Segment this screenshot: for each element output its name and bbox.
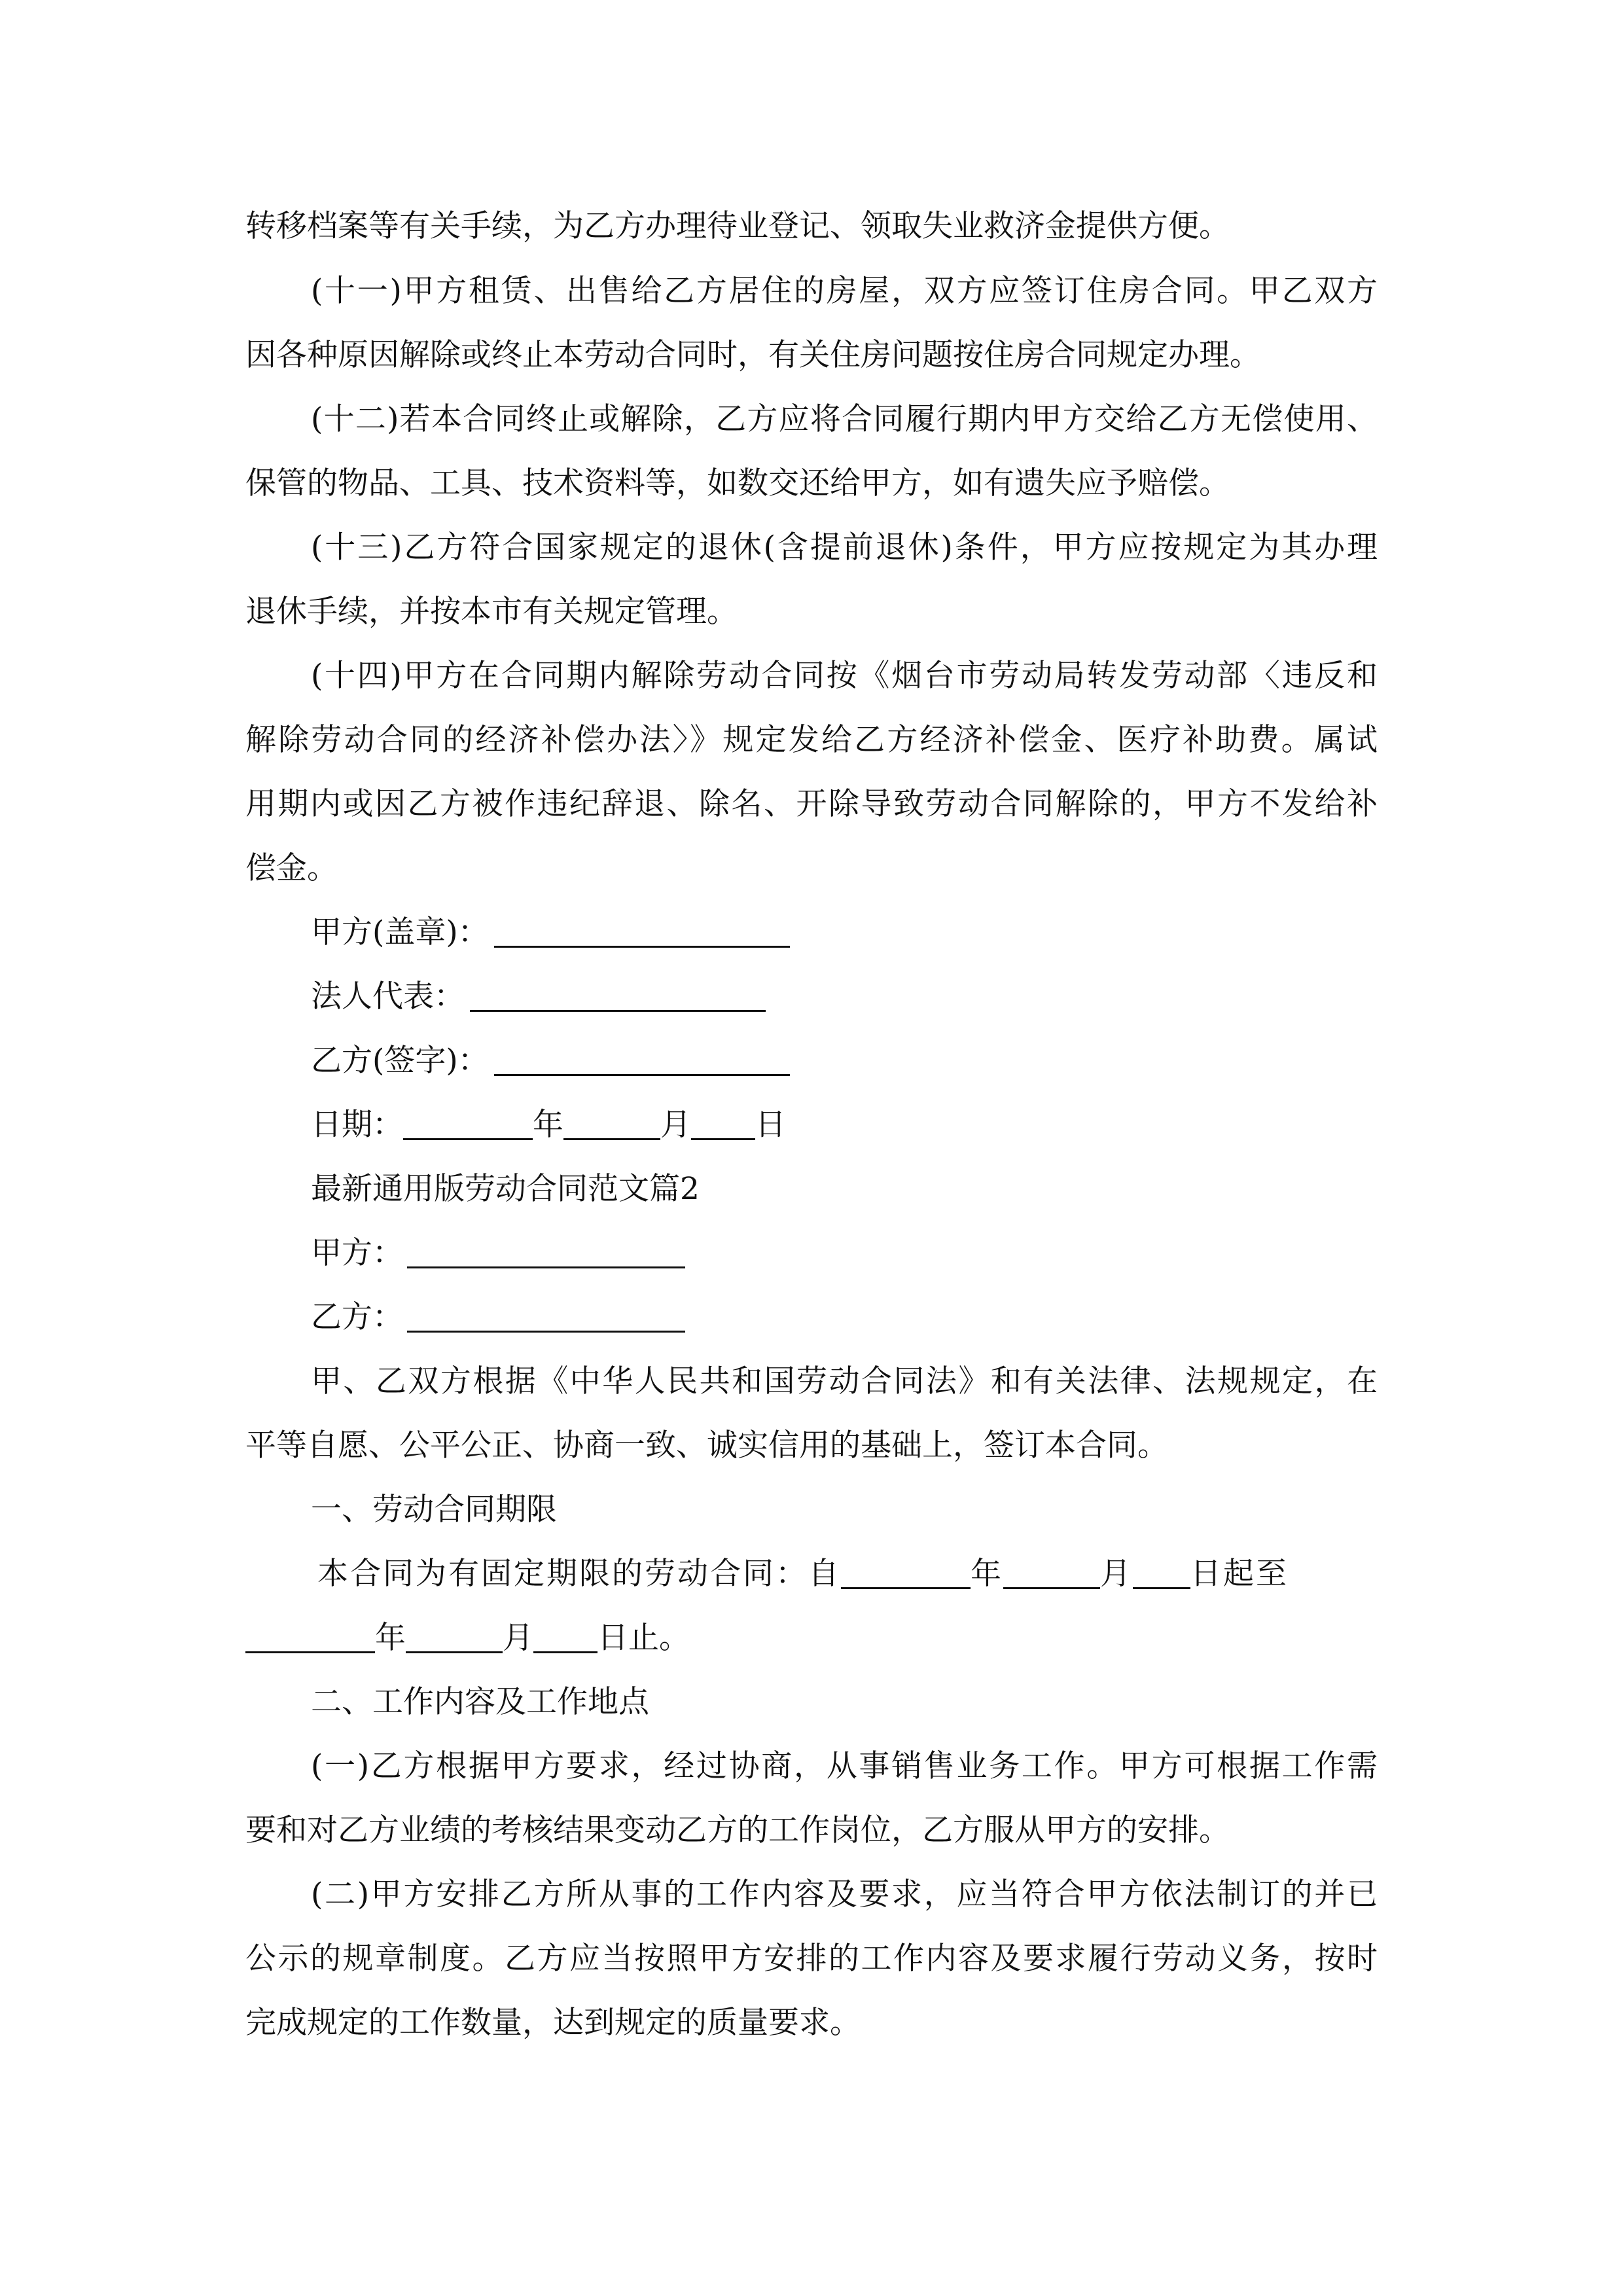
- term-end-label: 日止。: [597, 1620, 690, 1656]
- section-2-title: 二、工作内容及工作地点: [311, 1684, 649, 1720]
- paragraph-12-line: (十二)若本合同终止或解除，乙方应将合同履行期内甲方交给乙方无偿使用、: [311, 401, 1378, 437]
- party-b-line: [311, 1298, 1443, 1337]
- term-start-month-blank[interactable]: [1003, 1558, 1100, 1589]
- section-2-paragraph-1-line: 要和对乙方业绩的考核结果变动乙方的工作岗位，乙方服从甲方的安排。: [245, 1812, 1230, 1848]
- date-day-blank[interactable]: [691, 1109, 755, 1140]
- year-label: 年: [971, 1556, 1003, 1592]
- section-2-paragraph-2-line: 公示的规章制度。乙方应当按照甲方安排的工作内容及要求履行劳动义务，按时: [245, 1941, 1378, 1977]
- month-label: 月: [1100, 1556, 1133, 1592]
- month-label: 月: [660, 1107, 691, 1143]
- contract-term-line: [317, 1554, 1450, 1594]
- paragraph-14-line: 偿金。: [245, 850, 338, 886]
- paragraph-14-line: 用期内或因乙方被作违纪辞退、除名、开除导致劳动合同解除的，甲方不发给补: [245, 786, 1378, 822]
- paragraph-10-line: 转移档案等有关手续，为乙方办理待业登记、领取失业救济金提供方便。: [245, 208, 1230, 244]
- month-label: 月: [503, 1620, 533, 1656]
- date-year-blank[interactable]: [403, 1109, 533, 1140]
- term-start-year-blank[interactable]: [841, 1558, 971, 1589]
- party-a-blank[interactable]: [407, 1238, 685, 1268]
- term-end-month-blank[interactable]: [406, 1623, 503, 1653]
- year-label: 年: [375, 1620, 406, 1656]
- party-a-label: 甲方：: [311, 1235, 403, 1271]
- party-b-sign-blank[interactable]: [494, 1045, 790, 1076]
- paragraph-11-line: (十一)甲方租赁、出售给乙方居住的房屋，双方应签订住房合同。甲乙双方: [311, 273, 1378, 309]
- legal-rep-label: 法人代表：: [311, 978, 465, 1014]
- party-b-blank[interactable]: [407, 1302, 685, 1333]
- date-month-blank[interactable]: [563, 1109, 660, 1140]
- legal-rep-blank[interactable]: [470, 981, 766, 1012]
- section-1-title: 一、劳动合同期限: [311, 1492, 557, 1528]
- signature-party-b: [311, 1041, 1443, 1081]
- paragraph-13-line: (十三)乙方符合国家规定的退休(含提前退休)条件，甲方应按规定为其办理: [311, 529, 1378, 565]
- term-end-year-blank[interactable]: [245, 1623, 375, 1653]
- day-label: 日: [755, 1107, 786, 1143]
- party-a-line: [311, 1234, 1443, 1273]
- contract-term-end-line: [245, 1619, 1378, 1658]
- paragraph-14-line: 解除劳动合同的经济补偿办法〉》规定发给乙方经济补偿金、医疗补助费。属试: [245, 722, 1378, 758]
- paragraph-14-line: (十四)甲方在合同期内解除劳动合同按《烟台市劳动局转发劳动部〈违反和: [311, 658, 1378, 694]
- paragraph-12-line: 保管的物品、工具、技术资料等，如数交还给甲方，如有遗失应予赔偿。: [245, 465, 1230, 501]
- party-a-seal-blank[interactable]: [494, 917, 790, 948]
- year-label: 年: [533, 1107, 563, 1143]
- intro-paragraph-line: 平等自愿、公平公正、协商一致、诚实信用的基础上，签订本合同。: [245, 1427, 1168, 1463]
- date-label: 日期：: [311, 1107, 403, 1143]
- signature-party-b-label: 乙方(签字)：: [311, 1043, 489, 1079]
- section-2-paragraph-1-line: (一)乙方根据甲方要求，经过协商，从事销售业务工作。甲方可根据工作需: [311, 1748, 1378, 1784]
- intro-paragraph-line: 甲、乙双方根据《中华人民共和国劳动合同法》和有关法律、法规规定，在: [311, 1363, 1378, 1399]
- section-heading: 最新通用版劳动合同范文篇2: [311, 1171, 700, 1207]
- signature-date: [311, 1105, 1443, 1145]
- term-start-day-blank[interactable]: [1133, 1558, 1190, 1589]
- section-2-paragraph-2-line: 完成规定的工作数量，达到规定的质量要求。: [245, 2005, 861, 2041]
- term-from-label: 日起至: [1190, 1556, 1289, 1592]
- term-prefix: 本合同为有固定期限的劳动合同：自: [317, 1556, 841, 1592]
- signature-party-a-label: 甲方(盖章)：: [311, 914, 489, 950]
- party-b-label: 乙方：: [311, 1299, 403, 1335]
- signature-party-a: [311, 913, 1443, 952]
- paragraph-13-line: 退休手续，并按本市有关规定管理。: [245, 594, 738, 630]
- paragraph-11-line: 因各种原因解除或终止本劳动合同时，有关住房问题按住房合同规定办理。: [245, 337, 1260, 373]
- term-end-day-blank[interactable]: [533, 1623, 597, 1653]
- section-2-paragraph-2-line: (二)甲方安排乙方所从事的工作内容及要求，应当符合甲方依法制订的并已: [311, 1876, 1378, 1912]
- signature-legal-rep: [311, 977, 1443, 1016]
